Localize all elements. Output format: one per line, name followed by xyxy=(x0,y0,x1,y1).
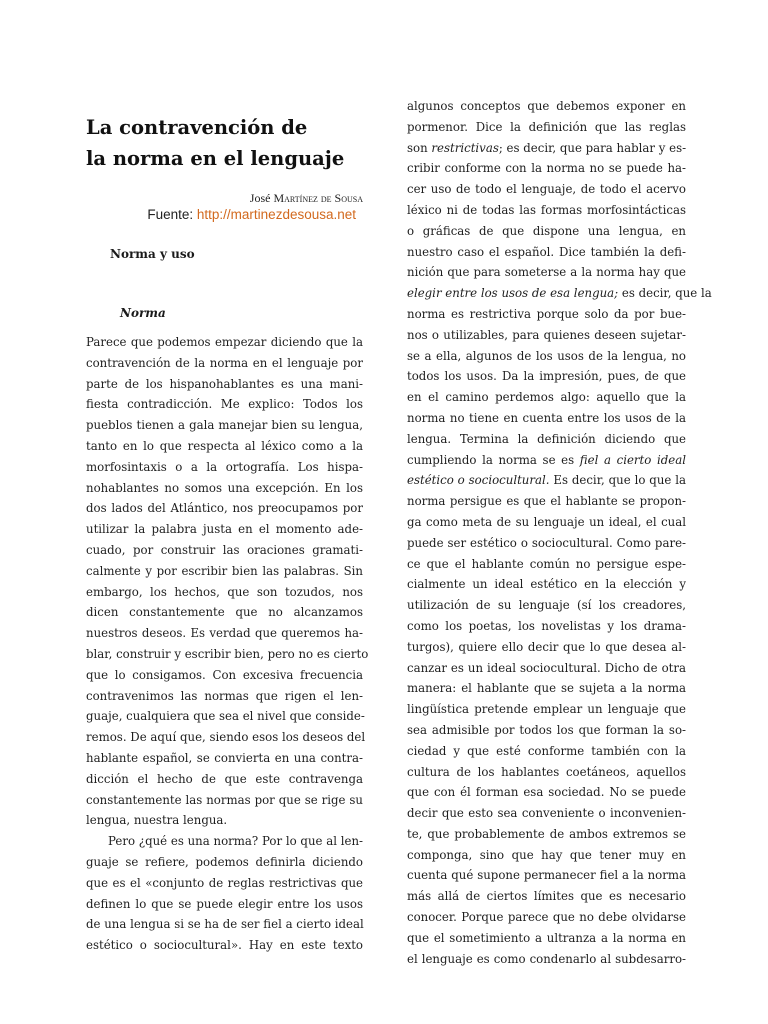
text-line: manera: el hablante que se sujeta a la norma xyxy=(407,681,686,696)
text-line: lengua, nuestra lengua. xyxy=(86,813,228,828)
text-line: dicen constantemente que no alcanzamos xyxy=(86,605,363,620)
author-last-name: Martínez de Sousa xyxy=(273,191,363,205)
text-line: morfosintaxis o a la ortografía. Los hispa- xyxy=(86,459,363,474)
text-line: puede ser estético o sociocultural. Como pare- xyxy=(407,535,686,550)
text-line: lengua. Termina la definición diciendo que xyxy=(407,431,686,446)
text-line: remos. De aquí que, siendo esos los deseos del xyxy=(86,730,366,745)
text-line: canzar es un ideal sociocultural. Dicho de otra xyxy=(407,660,686,675)
text-line: nición que para someterse a la norma hay que xyxy=(407,265,686,280)
text-line: contravenimos las normas que rigen el len- xyxy=(86,688,363,703)
text-line: pueblos tienen a gala manejar bien su lengua, xyxy=(86,418,363,433)
text-line: nos o utilizables, para quienes deseen sujetar- xyxy=(407,327,686,342)
text-line: o gráficas de que dispone una lengua, en xyxy=(407,223,686,238)
text-line: constantemente las normas por que se rige su xyxy=(86,792,363,807)
text-line: que lo consigamos. Con excesiva frecuencia xyxy=(86,667,363,682)
text-line: Pero ¿qué es una norma? Por lo que al len- xyxy=(108,834,363,849)
text-line: cultura de los hablantes coetáneos, aquellos xyxy=(407,764,686,779)
author-byline xyxy=(86,190,363,206)
text-line: pormenor. Dice la definición que las reglas xyxy=(407,119,686,134)
text-line: estético o sociocultural. Es decir, que lo que la xyxy=(407,473,686,488)
text-line: dos lados del Atlántico, nos preocupamos por xyxy=(86,501,363,516)
article-title xyxy=(86,112,366,174)
text-line: calmente y por escribir bien las palabras. Sin xyxy=(86,563,363,578)
text-line: todos los usos. Da la impresión, pues, de que xyxy=(407,369,686,384)
text-line: estético o sociocultural». Hay en este texto xyxy=(86,938,363,953)
right-column-text xyxy=(407,96,712,969)
text-line: tanto en lo que respecta al léxico como a la xyxy=(86,438,363,453)
text-line: fiesta contradicción. Me explico: Todos los xyxy=(86,397,363,412)
text-line: elegir entre los usos de esa lengua; es decir, que la xyxy=(407,286,712,301)
text-line: como los poetas, los novelistas y los drama- xyxy=(407,618,686,633)
title-line-2: la norma en el lenguaje xyxy=(86,147,345,170)
text-line: más allá de ciertos límites que es necesario xyxy=(407,889,686,904)
text-line: decir que esto sea conveniente o inconvenien- xyxy=(407,806,686,821)
text-line: que es el «conjunto de reglas restrictivas que xyxy=(86,875,363,890)
text-line: Parece que podemos empezar diciendo que la xyxy=(86,335,363,349)
text-line: lingüística pretende emplear un lenguaje que xyxy=(407,702,686,717)
text-line: norma es restrictiva porque solo da por bue- xyxy=(407,306,686,321)
text-line: ciedad y que esté conforme también con la xyxy=(407,743,686,758)
text-line: léxico ni de todas las formas morfosintácticas xyxy=(407,202,686,217)
text-line: dicción el hecho de que este contravenga xyxy=(86,771,363,786)
text-line: te, que probablemente de ambos extremos se xyxy=(407,826,686,841)
author-first-name: José xyxy=(249,191,271,205)
text-line: norma no tiene en cuenta entre los usos de la xyxy=(407,410,686,425)
text-line: blar, construir y escribir bien, pero no es cierto xyxy=(86,646,369,661)
text-line: definen lo que se puede elegir entre los usos xyxy=(86,896,363,911)
text-line: nohablantes no somos una excepción. En los xyxy=(86,480,363,495)
text-line: que el sometimiento a ultranza a la norma en xyxy=(407,930,686,945)
text-line: sea admisible por todos los que forman la so- xyxy=(407,722,686,737)
text-line: guaje se refiere, podemos definirla diciendo xyxy=(86,854,363,869)
text-line: componga, sino que hay que tener muy en xyxy=(407,847,686,862)
source-link[interactable]: http://martinezdesousa.net xyxy=(196,207,356,222)
source-label: Fuente: xyxy=(147,207,194,222)
subsection-heading: Norma xyxy=(120,306,166,320)
text-line: utilizar la palabra justa en el momento ade- xyxy=(86,522,363,537)
text-line: embargo, los hechos, que son tozudos, nos xyxy=(86,584,363,599)
text-line: que con él forman esa sociedad. No se puede xyxy=(407,785,686,800)
text-line: contravención de la norma en el lenguaje por xyxy=(86,355,363,370)
source-line xyxy=(86,206,356,223)
text-line: utilización de su lenguaje (sí los creadores, xyxy=(407,598,686,613)
title-line-1: La contravención de xyxy=(86,116,308,139)
text-line: algunos conceptos que debemos exponer en xyxy=(407,99,686,113)
text-line: hablante español, se convierta en una contra- xyxy=(86,750,363,765)
text-line: cer uso de todo el lenguaje, de todo el acervo xyxy=(407,182,686,197)
text-line: se a ella, algunos de los usos de la lengua, no xyxy=(407,348,686,363)
text-line: norma persigue es que el hablante se propon- xyxy=(407,494,686,509)
text-line: cuenta qué supone permanecer fiel a la norma xyxy=(407,868,686,883)
text-line: parte de los hispanohablantes es una mani- xyxy=(86,376,363,391)
text-line: cuado, por construir las oraciones gramati- xyxy=(86,542,363,557)
left-column-text xyxy=(86,332,369,956)
text-line: nuestro caso el español. Dice también la defi- xyxy=(407,244,686,259)
text-line: conocer. Porque parece que no debe olvidarse xyxy=(407,910,686,925)
text-line: ce que el hablante común no persigue espe- xyxy=(407,556,686,571)
text-line: en el camino perdemos algo: aquello que la xyxy=(407,390,686,405)
text-line: guaje, cualquiera que sea el nivel que conside- xyxy=(86,709,365,724)
text-line: de una lengua si se ha de ser fiel a cierto ideal xyxy=(86,917,364,932)
text-line: son restrictivas; es decir, que para hablar y es- xyxy=(407,140,687,155)
text-line: cialmente un ideal estético en la elección y xyxy=(407,577,686,592)
text-line: cumpliendo la norma se es fiel a cierto ideal xyxy=(407,452,686,467)
section-heading: Norma y uso xyxy=(110,247,195,261)
text-line: ga como meta de su lenguaje un ideal, el cual xyxy=(407,514,686,529)
text-line: turgos), quiere ello decir que lo que desea al- xyxy=(407,639,686,654)
text-line: nuestros deseos. Es verdad que queremos ha- xyxy=(86,626,363,641)
text-line: cribir conforme con la norma no se puede ha- xyxy=(407,161,686,176)
text-line: el lenguaje es como condenarlo al subdesarro- xyxy=(407,951,686,966)
